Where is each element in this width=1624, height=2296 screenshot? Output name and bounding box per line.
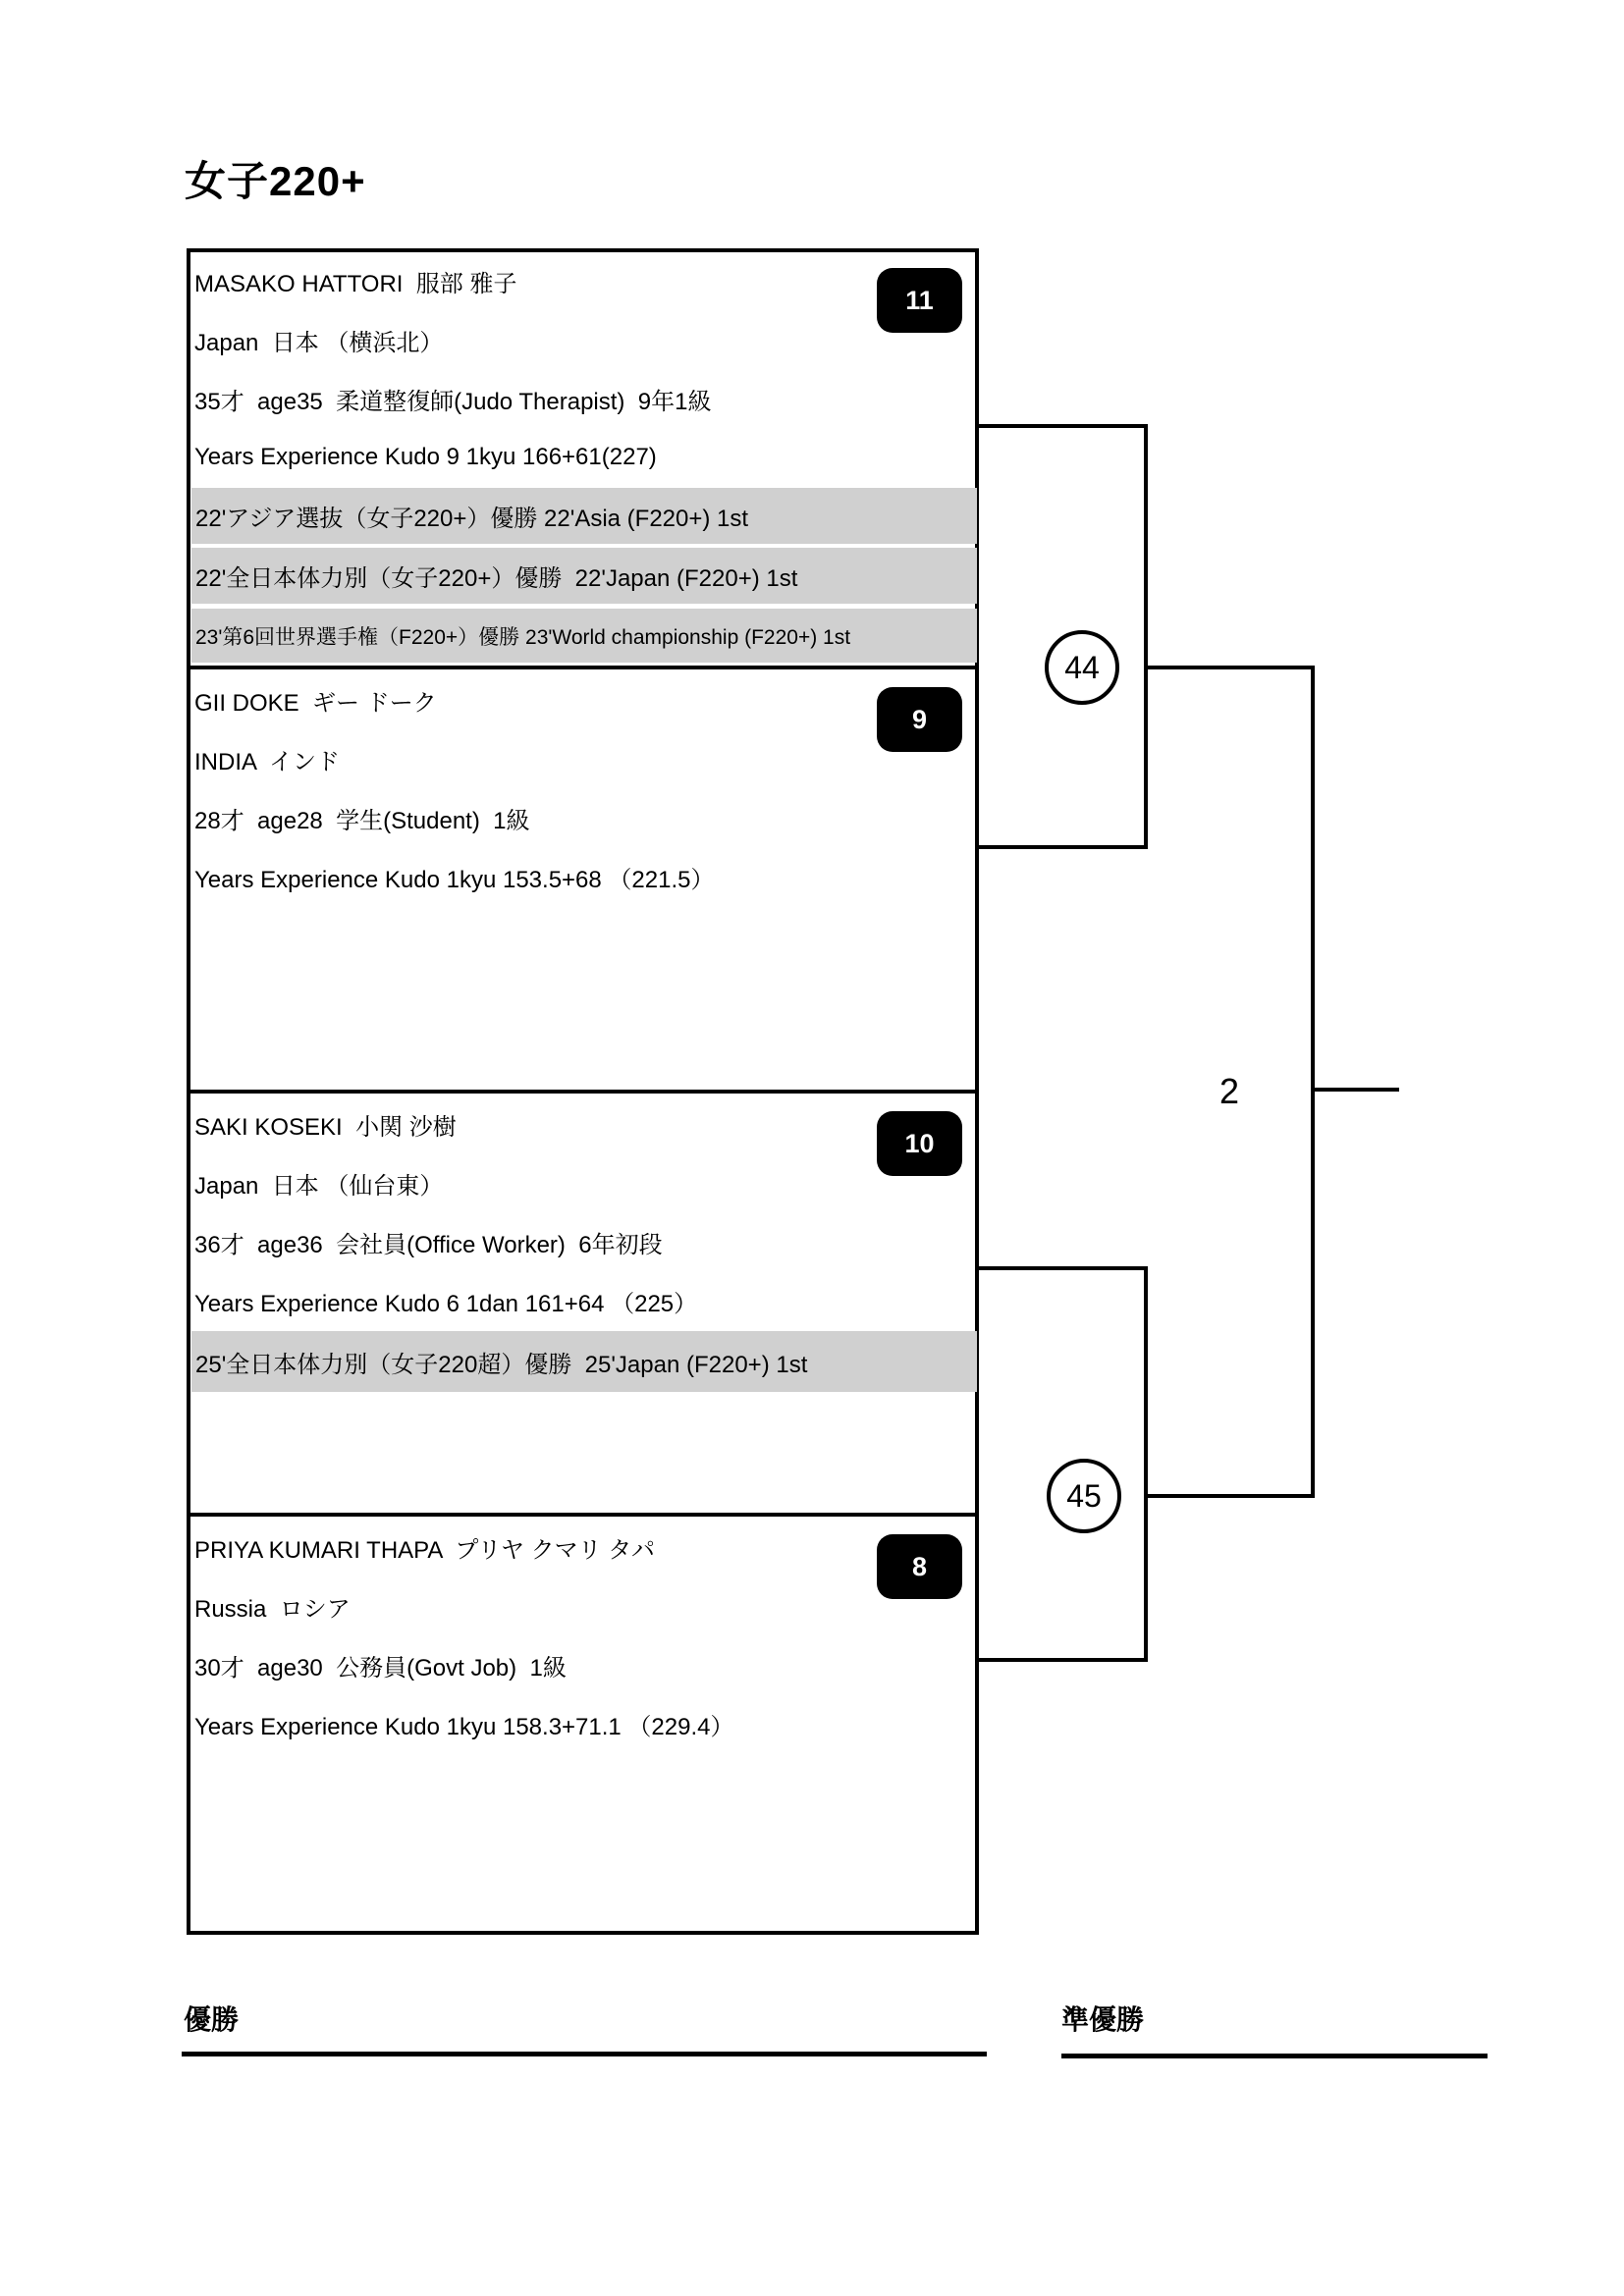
achievement-row: 23'第6回世界選手権（F220+）優勝 23'World championship (F220+) 1st (191, 609, 977, 663)
bracket-line-connector (1148, 1494, 1313, 1498)
page-title: 女子220+ (185, 158, 366, 204)
competitor-age-job: 30才 age30 公務員(Govt Job) 1級 (194, 1654, 567, 1682)
block-divider (189, 1513, 977, 1517)
competitor-country: Japan 日本 （仙台東） (194, 1172, 444, 1200)
seed-badge: 9 (877, 687, 962, 752)
bracket-line-entrant (979, 845, 1148, 849)
competitor-age-job: 35才 age35 柔道整復師(Judo Therapist) 9年1級 (194, 388, 712, 415)
block-divider (189, 666, 977, 669)
competitor-name: GII DOKE ギー ドーク (194, 689, 437, 717)
competitor-country: INDIA インド (194, 748, 341, 775)
competitor-age-job: 28才 age28 学生(Student) 1級 (194, 807, 530, 834)
competitor-country: Russia ロシア (194, 1595, 351, 1623)
bracket-line-vertical (1144, 424, 1148, 849)
competitor-name: PRIYA KUMARI THAPA プリヤ クマリ タパ (194, 1536, 656, 1564)
block-divider (189, 1090, 977, 1094)
bracket-line-entrant (979, 424, 1148, 428)
runner-up-signature-line (1061, 2054, 1488, 2058)
champion-signature-line (182, 2052, 987, 2056)
match-number-circle: 45 (1047, 1459, 1121, 1533)
bracket-line-entrant (979, 1658, 1148, 1662)
runner-up-label: 準優勝 (1061, 2004, 1145, 2035)
competitor-age-job: 36才 age36 会社員(Office Worker) 6年初段 (194, 1231, 663, 1258)
achievement-row: 25'全日本体力別（女子220超）優勝 25'Japan (F220+) 1st (191, 1331, 977, 1392)
bracket-line-vertical (1144, 1266, 1148, 1662)
seed-badge: 8 (877, 1534, 962, 1599)
bracket-line-entrant (979, 1266, 1148, 1270)
achievement-row: 22'全日本体力別（女子220+）優勝 22'Japan (F220+) 1st (191, 548, 977, 604)
competitor-experience: Years Experience Kudo 6 1dan 161+64 （225） (194, 1290, 698, 1317)
seed-badge: 10 (877, 1111, 962, 1176)
competitor-experience: Years Experience Kudo 1kyu 158.3+71.1 （229.4） (194, 1713, 734, 1740)
final-result-label: 2 (1218, 1071, 1240, 1111)
bracket-line-connector (1148, 666, 1313, 669)
champion-label: 優勝 (184, 2004, 240, 2035)
bracket-line-winner (1315, 1088, 1399, 1092)
seed-badge: 11 (877, 268, 962, 333)
competitor-name: SAKI KOSEKI 小関 沙樹 (194, 1113, 457, 1141)
match-number-circle: 44 (1045, 630, 1119, 705)
competitor-experience: Years Experience Kudo 9 1kyu 166+61(227) (194, 444, 657, 470)
bracket-line-final-vertical (1311, 666, 1315, 1498)
competitor-experience: Years Experience Kudo 1kyu 153.5+68 （221.5） (194, 866, 715, 893)
competitor-country: Japan 日本 （横浜北） (194, 329, 444, 356)
achievement-row: 22'アジア選抜（女子220+）優勝 22'Asia (F220+) 1st (191, 488, 977, 544)
competitor-name: MASAKO HATTORI 服部 雅子 (194, 270, 517, 297)
